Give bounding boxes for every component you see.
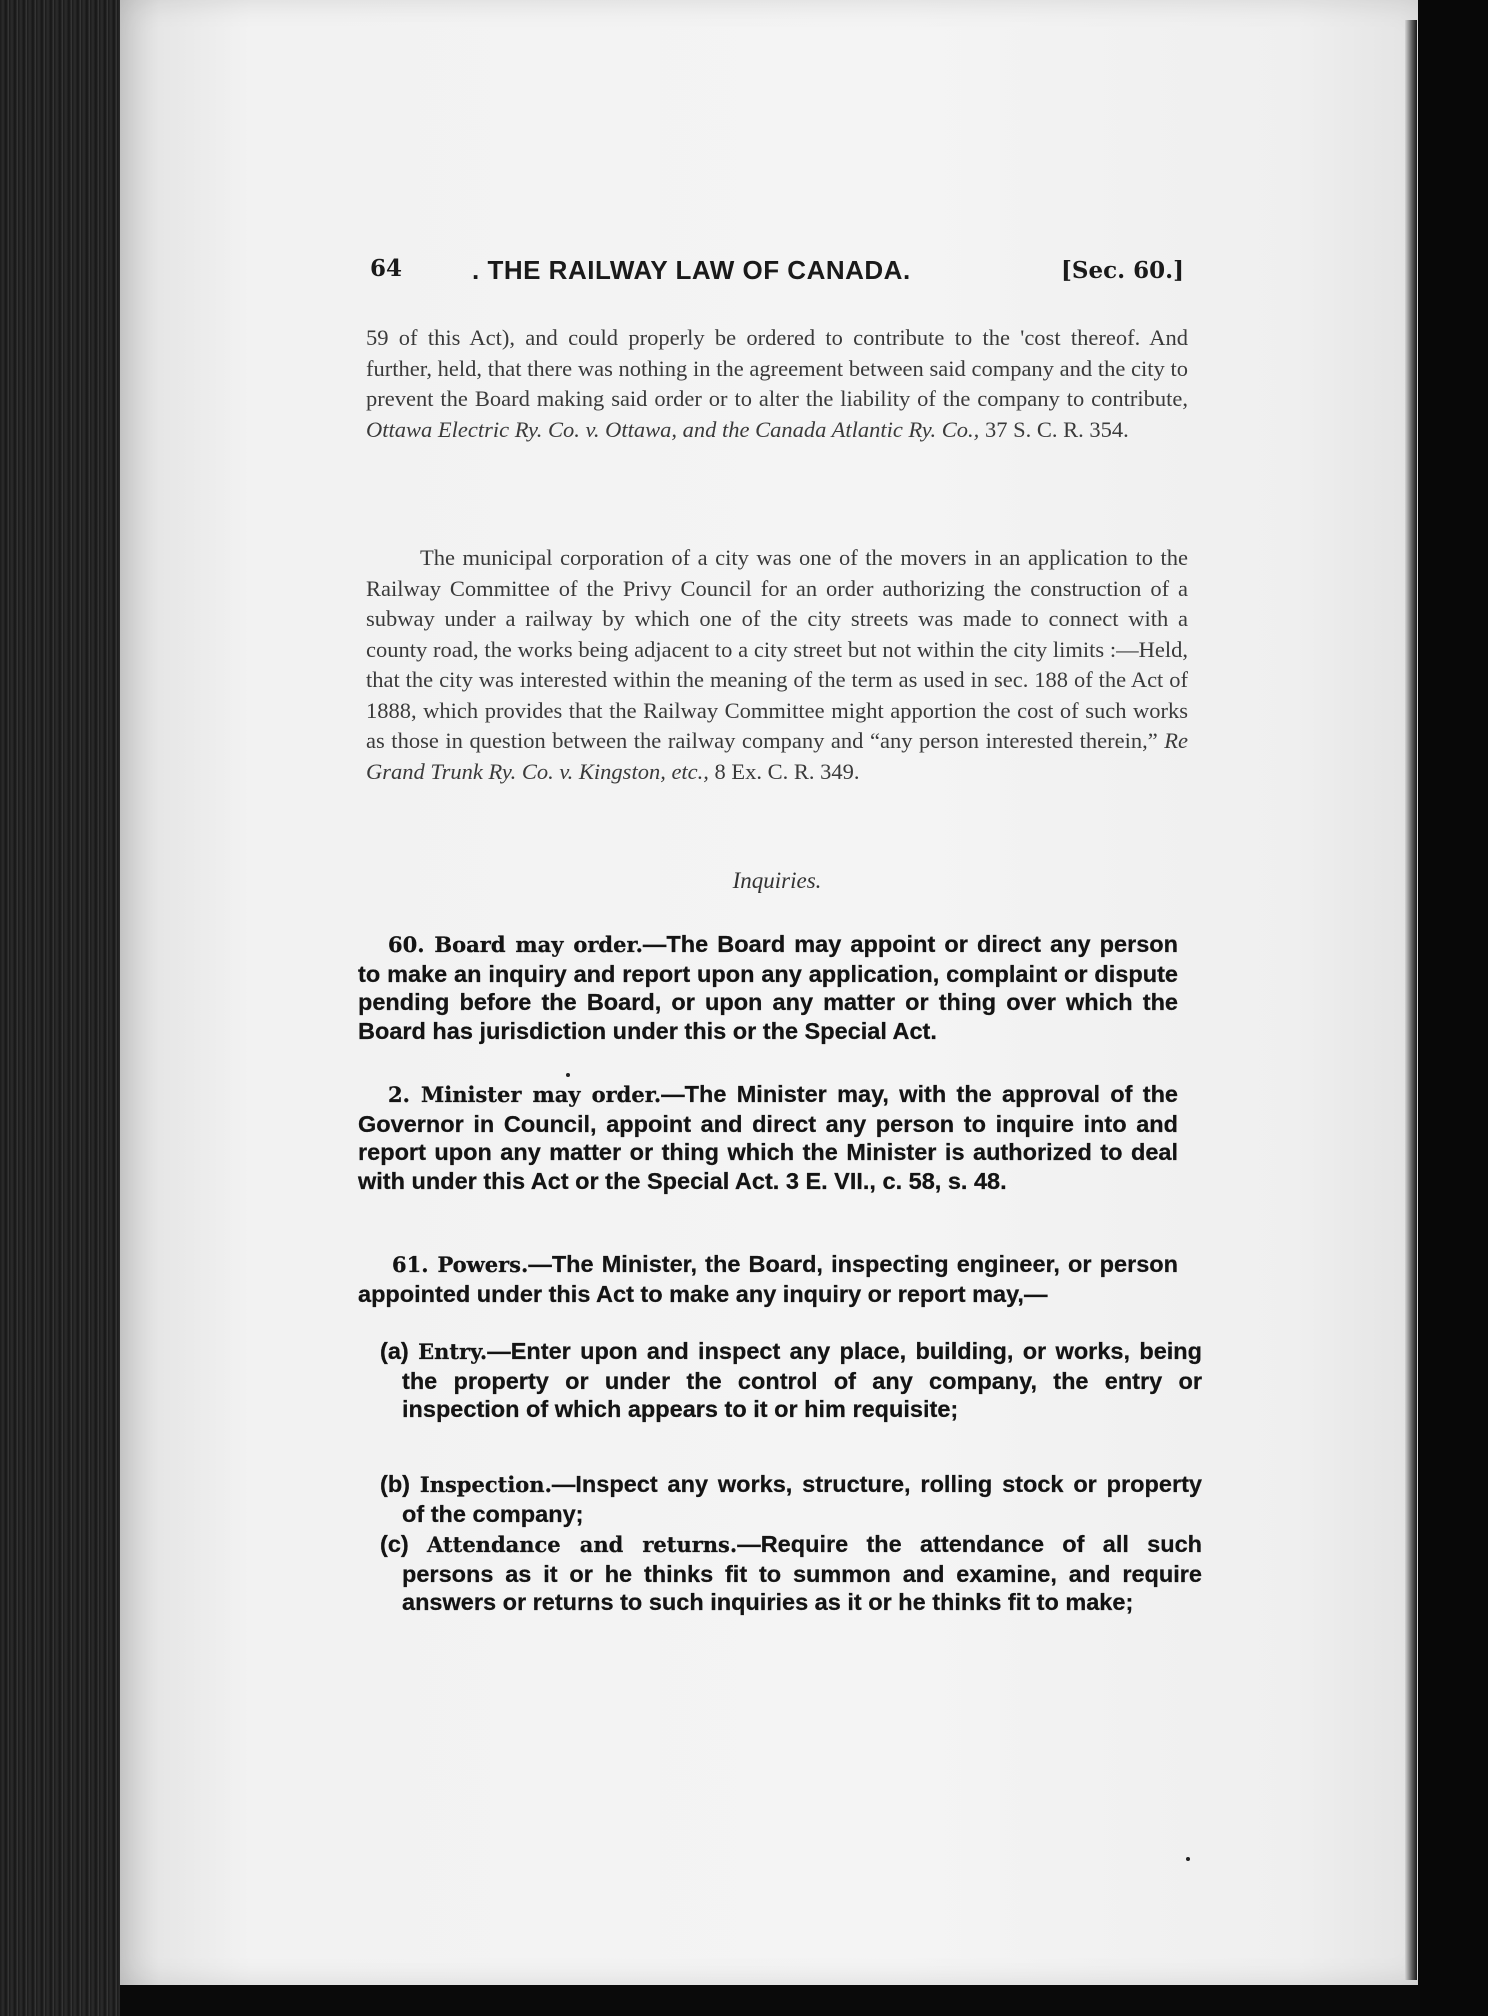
clause-lead: Entry.: [418, 1339, 488, 1364]
book-page-edges: [0, 0, 126, 2016]
section-61-text: —The Minister, the Board, inspecting engineer, or person appointed under this Act to make any inquiry or report may,—: [358, 1251, 1178, 1307]
dust-speck: [1186, 1857, 1190, 1861]
page-right-edge: [1405, 20, 1417, 1980]
clause-b: [380, 1470, 1202, 1528]
clause-c: [380, 1530, 1202, 1617]
section-60-lead: 60. Board may order.: [388, 932, 643, 957]
case-citation: Ottawa Electric Ry. Co. v. Ottawa, and the Canada Atlantic Ry. Co.,: [366, 416, 980, 442]
running-header: [366, 253, 1192, 293]
clause-text: —Enter upon and inspect any place, building, or works, being the property or under the control of any company, the entry or inspection of which appears to it or him requisite;: [402, 1338, 1203, 1422]
commentary-paragraph-2: [366, 543, 1188, 787]
clause-text: —Inspect any works, structure, rolling stock or property of the company;: [402, 1471, 1202, 1527]
commentary-text: The municipal corporation of a city was one of the movers in an application to the Railway Committee of the Privy Council for an order authorizing the construction of a subway under a railway by which one of the city streets was made to connect with a county road, the works being adjacent to a city street but not within the city limits :—Held, that the city was interested within the meaning of the term as used in sec. 188 of the Act of 1888, which provides that the Railway Committee might apportion the cost of such works as those in question between the railway company and “any person interested therein,”: [366, 545, 1188, 753]
page-number: 64: [370, 255, 403, 282]
report-reference: 8 Ex. C. R. 349.: [708, 758, 860, 784]
section-61-lead: 61. Powers.: [392, 1252, 529, 1277]
subsection-text: —The Minister may, with the approval of the Governor in Council, appoint and direct any person to inquire into and report upon any matter or thing which the Minister is authorized to deal with under this Act or the Special Act. 3 E. VII., c. 58, s. 48.: [358, 1081, 1178, 1194]
dust-speck: [566, 1073, 570, 1077]
clause-marker: (c): [380, 1531, 427, 1557]
clause-a: [380, 1337, 1202, 1424]
report-reference: 37 S. C. R. 354.: [979, 416, 1129, 442]
clause-marker: (b): [380, 1471, 420, 1497]
section-60-paragraph: [358, 930, 1178, 1045]
commentary-text: 59 of this Act), and could properly be ordered to contribute to the 'cost thereof. And further, held, that there was nothing in the agreement between said company and the city to prevent the Board making said order or to alter the liability of the company to contribute,: [366, 325, 1188, 411]
clause-marker: (a): [380, 1338, 419, 1364]
running-title: . THE RAILWAY LAW OF CANADA.: [472, 255, 911, 285]
subsection-lead: 2. Minister may order.: [388, 1082, 662, 1107]
page-bottom-shadow: [120, 1985, 1420, 2016]
section-60-text: —The Board may appoint or direct any person to make an inquiry and report upon any application, complaint or dispute pending before the Board, or upon any matter or thing over which the Board has jurisdiction under this or the Special Act.: [358, 931, 1179, 1044]
section-60-subsection-2: [358, 1080, 1178, 1195]
section-reference: [Sec. 60.]: [1060, 257, 1184, 284]
clause-lead: Inspection.: [419, 1472, 552, 1497]
subheading-inquiries: Inquiries.: [732, 868, 822, 893]
clause-lead: Attendance and returns.: [427, 1532, 738, 1557]
commentary-paragraph-1: [366, 323, 1188, 445]
section-61-paragraph: [358, 1250, 1178, 1308]
case-citation: Re Grand Trunk Ry. Co. v. Kingston, etc.,: [366, 728, 1188, 784]
clause-text: —Require the attendance of all such persons as it or he thinks fit to summon and examine, and require answers or returns to such inquiries as it or he thinks fit to make;: [402, 1531, 1203, 1615]
book-gutter: [1418, 0, 1488, 2016]
